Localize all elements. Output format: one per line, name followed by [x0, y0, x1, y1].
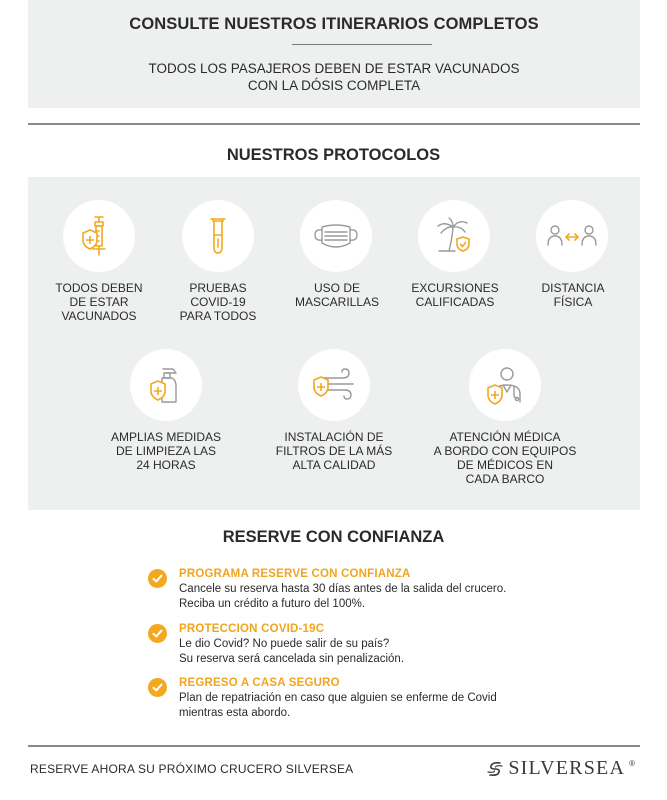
book-now-link[interactable]: RESERVE AHORA SU PRÓXIMO CRUCERO SILVERSEA	[30, 762, 354, 776]
header-panel	[28, 0, 640, 108]
check-circle-icon	[148, 678, 167, 697]
title-underline	[292, 44, 432, 45]
benefit-title: PROGRAMA RESERVE CON CONFIANZA	[179, 568, 411, 580]
benefit-reserve-program	[148, 568, 568, 616]
protocol-label-cleaning: AMPLIAS MEDIDAS DE LIMPIEZA LAS 24 HORAS	[110, 430, 222, 472]
protocol-label-medical: ATENCIÓN MÉDICA A BORDO CON EQUIPOS DE MÉDICOS EN CADA BARCO	[433, 430, 577, 486]
benefit-title: PROTECCION COVID-19C	[179, 623, 325, 635]
air-filter-shield-icon	[298, 349, 370, 421]
check-circle-icon	[148, 569, 167, 588]
check-circle-icon	[148, 624, 167, 643]
doctor-shield-icon	[469, 349, 541, 421]
protocol-label-distance: DISTANCIA FÍSICA	[541, 281, 605, 309]
registered-mark: ®	[629, 759, 635, 768]
silversea-logo[interactable]	[486, 757, 635, 780]
social-distance-icon	[536, 200, 608, 272]
protocol-label-masks: USO DE MASCARILLAS	[294, 281, 380, 309]
face-mask-icon	[300, 200, 372, 272]
vaccination-note-line-2: CON LA DÓSIS COMPLETA	[247, 78, 421, 93]
test-tube-icon	[182, 200, 254, 272]
protocols-panel	[28, 177, 640, 510]
benefit-text: Plan de repatriación en caso que alguien se enferme de Covid mientras esta abordo.	[179, 692, 497, 719]
footer-divider	[28, 745, 640, 747]
vaccination-note	[28, 60, 640, 94]
section-divider	[28, 123, 640, 125]
benefit-text: Cancele su reserva hasta 30 días antes de la salida del crucero. Reciba un crédito a futuro del 100%.	[179, 583, 507, 610]
protocol-label-excursions: EXCURSIONES CALIFICADAS	[411, 281, 499, 309]
page-title: CONSULTE NUESTROS ITINERARIOS COMPLETOS	[129, 15, 539, 33]
benefit-covid-protection	[148, 623, 568, 671]
syringe-shield-icon	[63, 200, 135, 272]
benefit-safe-return	[148, 677, 568, 725]
reserve-title: RESERVE CON CONFIANZA	[222, 528, 445, 546]
brand-name: SILVERSEA	[508, 757, 626, 779]
spray-bottle-shield-icon	[130, 349, 202, 421]
benefit-title: REGRESO A CASA SEGURO	[179, 677, 340, 689]
protocol-label-filters: INSTALACIÓN DE FILTROS DE LA MÁS ALTA CALIDAD	[275, 430, 393, 472]
protocols-title: NUESTROS PROTOCOLOS	[226, 146, 441, 164]
protocol-label-vaccinated: TODOS DEBEN DE ESTAR VACUNADOS	[55, 281, 143, 323]
benefit-text: Le dio Covid? No puede salir de su país? Su reserva será cancelada sin penalización.	[179, 638, 405, 665]
protocol-label-tests: PRUEBAS COVID-19 PARA TODOS	[179, 281, 257, 323]
silversea-mark-icon	[486, 760, 504, 778]
vaccination-note-line-1: TODOS LOS PASAJEROS DEBEN DE ESTAR VACUNADOS	[148, 61, 520, 76]
palm-tree-shield-icon	[418, 200, 490, 272]
